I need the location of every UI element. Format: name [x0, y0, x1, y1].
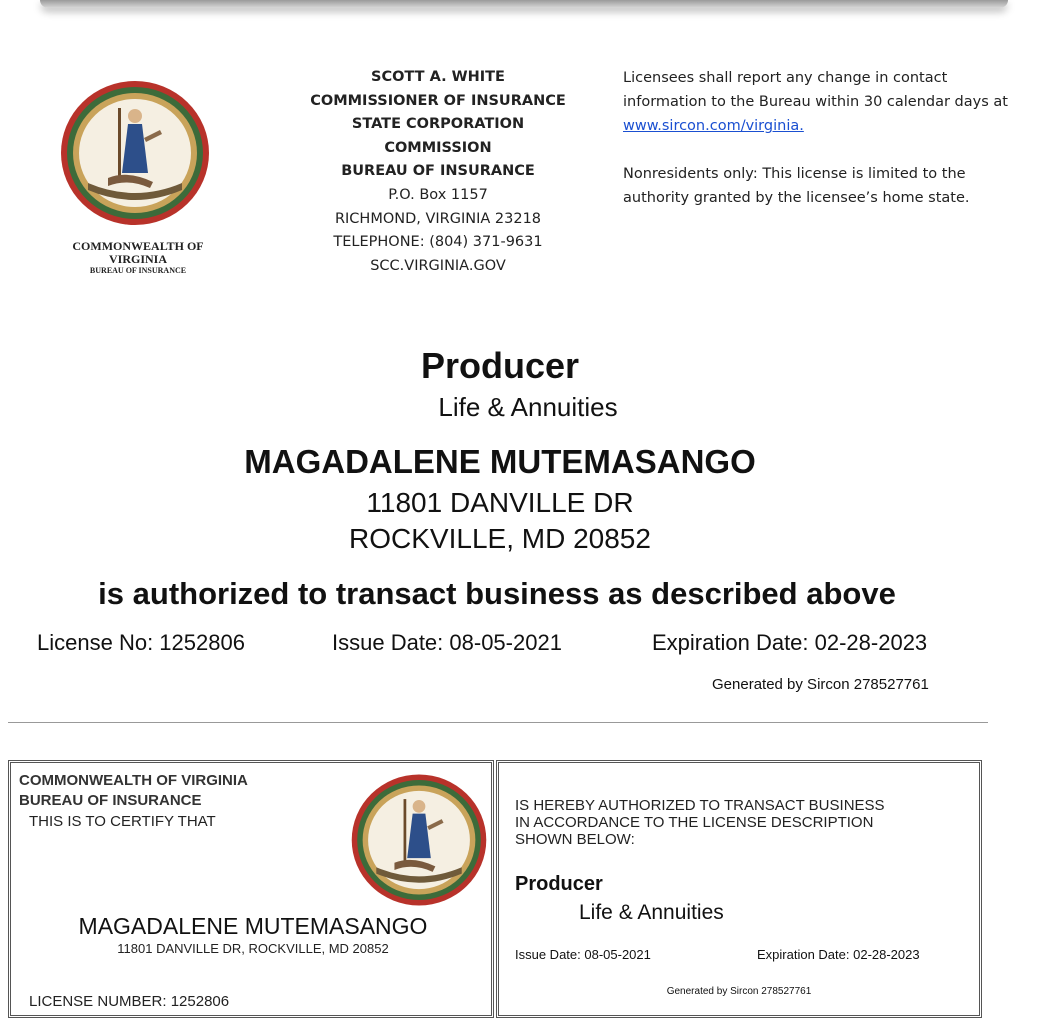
nonresident-line1: Nonresidents only: This license is limited to the	[623, 166, 966, 182]
card-holder-name: MAGADALENE MUTEMASANGO	[78, 913, 428, 939]
website: SCC.VIRGINIA.GOV	[370, 257, 506, 274]
wallet-card-back	[496, 760, 982, 1018]
card-authorization-line2: IN ACCORDANCE TO THE LICENSE DESCRIPTION	[515, 814, 874, 831]
card-license-number: LICENSE NUMBER: 1252806	[29, 993, 230, 1010]
certify-text: THIS IS TO CERTIFY THAT	[29, 813, 216, 830]
authorization-statement: is authorized to transact business as described above	[98, 576, 896, 611]
sircon-link[interactable]: www.sircon.com/virginia.	[623, 118, 804, 134]
card-license-lines: Life & Annuities	[579, 901, 724, 924]
card-expiration-date: Expiration Date: 02-28-2023	[757, 947, 920, 962]
commissioner-title: COMMISSIONER OF INSURANCE	[310, 92, 566, 109]
license-lines: Life & Annuities	[438, 392, 618, 422]
po-box: P.O. Box 1157	[388, 186, 488, 203]
wallet-card-front	[8, 760, 494, 1018]
licensee-city: ROCKVILLE, MD 20852	[349, 523, 651, 554]
bureau-name: BUREAU OF INSURANCE	[341, 163, 535, 180]
nonresident-line2: authority granted by the licensee’s home state.	[623, 190, 970, 206]
licensee-name: MAGADALENE MUTEMASANGO	[244, 443, 756, 480]
issue-date: Issue Date: 08-05-2021	[332, 630, 562, 655]
card-generated-by: Generated by Sircon 278527761	[666, 986, 812, 997]
telephone: TELEPHONE: (804) 371-9631	[333, 234, 543, 251]
card-authorization	[515, 797, 975, 848]
seal-caption-line2: VIRGINIA	[108, 252, 167, 266]
card-header	[19, 771, 248, 811]
expiration-date: Expiration Date: 02-28-2023	[652, 630, 928, 655]
card-authorization-line3: SHOWN BELOW:	[515, 831, 635, 848]
licensee-address	[0, 485, 1000, 557]
commission-line2: COMMISSION	[384, 139, 492, 156]
notice-line2: information to the Bureau within 30 calendar days at	[623, 94, 1008, 110]
card-license-type: Producer	[515, 873, 603, 895]
card-seal-icon	[349, 771, 489, 909]
card-header-line2: BUREAU OF INSURANCE	[19, 792, 202, 809]
notice-line1: Licensees shall report any change in contact	[623, 70, 948, 86]
commissioner-name: SCOTT A. WHITE	[371, 69, 505, 85]
license-type: Producer	[420, 345, 580, 386]
seal-caption	[48, 240, 228, 276]
seal-caption-line1: COMMONWEALTH OF	[72, 239, 204, 253]
licensee-street: 11801 DANVILLE DR	[366, 487, 634, 518]
license-number: License No: 1252806	[37, 630, 245, 655]
generated-by: Generated by Sircon 278527761	[712, 676, 929, 693]
commission-line1: STATE CORPORATION	[351, 116, 525, 133]
card-holder-address: 11801 DANVILLE DR, ROCKVILLE, MD 20852	[117, 941, 389, 956]
card-authorization-line1: IS HEREBY AUTHORIZED TO TRANSACT BUSINESS	[515, 797, 885, 814]
notice-block	[623, 66, 1048, 210]
card-header-line1: COMMONWEALTH OF VIRGINIA	[19, 772, 248, 789]
card-issue-date: Issue Date: 08-05-2021	[515, 947, 651, 962]
virginia-seal-icon	[58, 78, 212, 228]
divider	[8, 722, 988, 723]
city-state: RICHMOND, VIRGINIA 23218	[334, 210, 542, 227]
seal-caption-line3: BUREAU OF INSURANCE	[89, 266, 187, 275]
commissioner-block	[300, 66, 576, 278]
window-top-edge	[40, 0, 1008, 8]
